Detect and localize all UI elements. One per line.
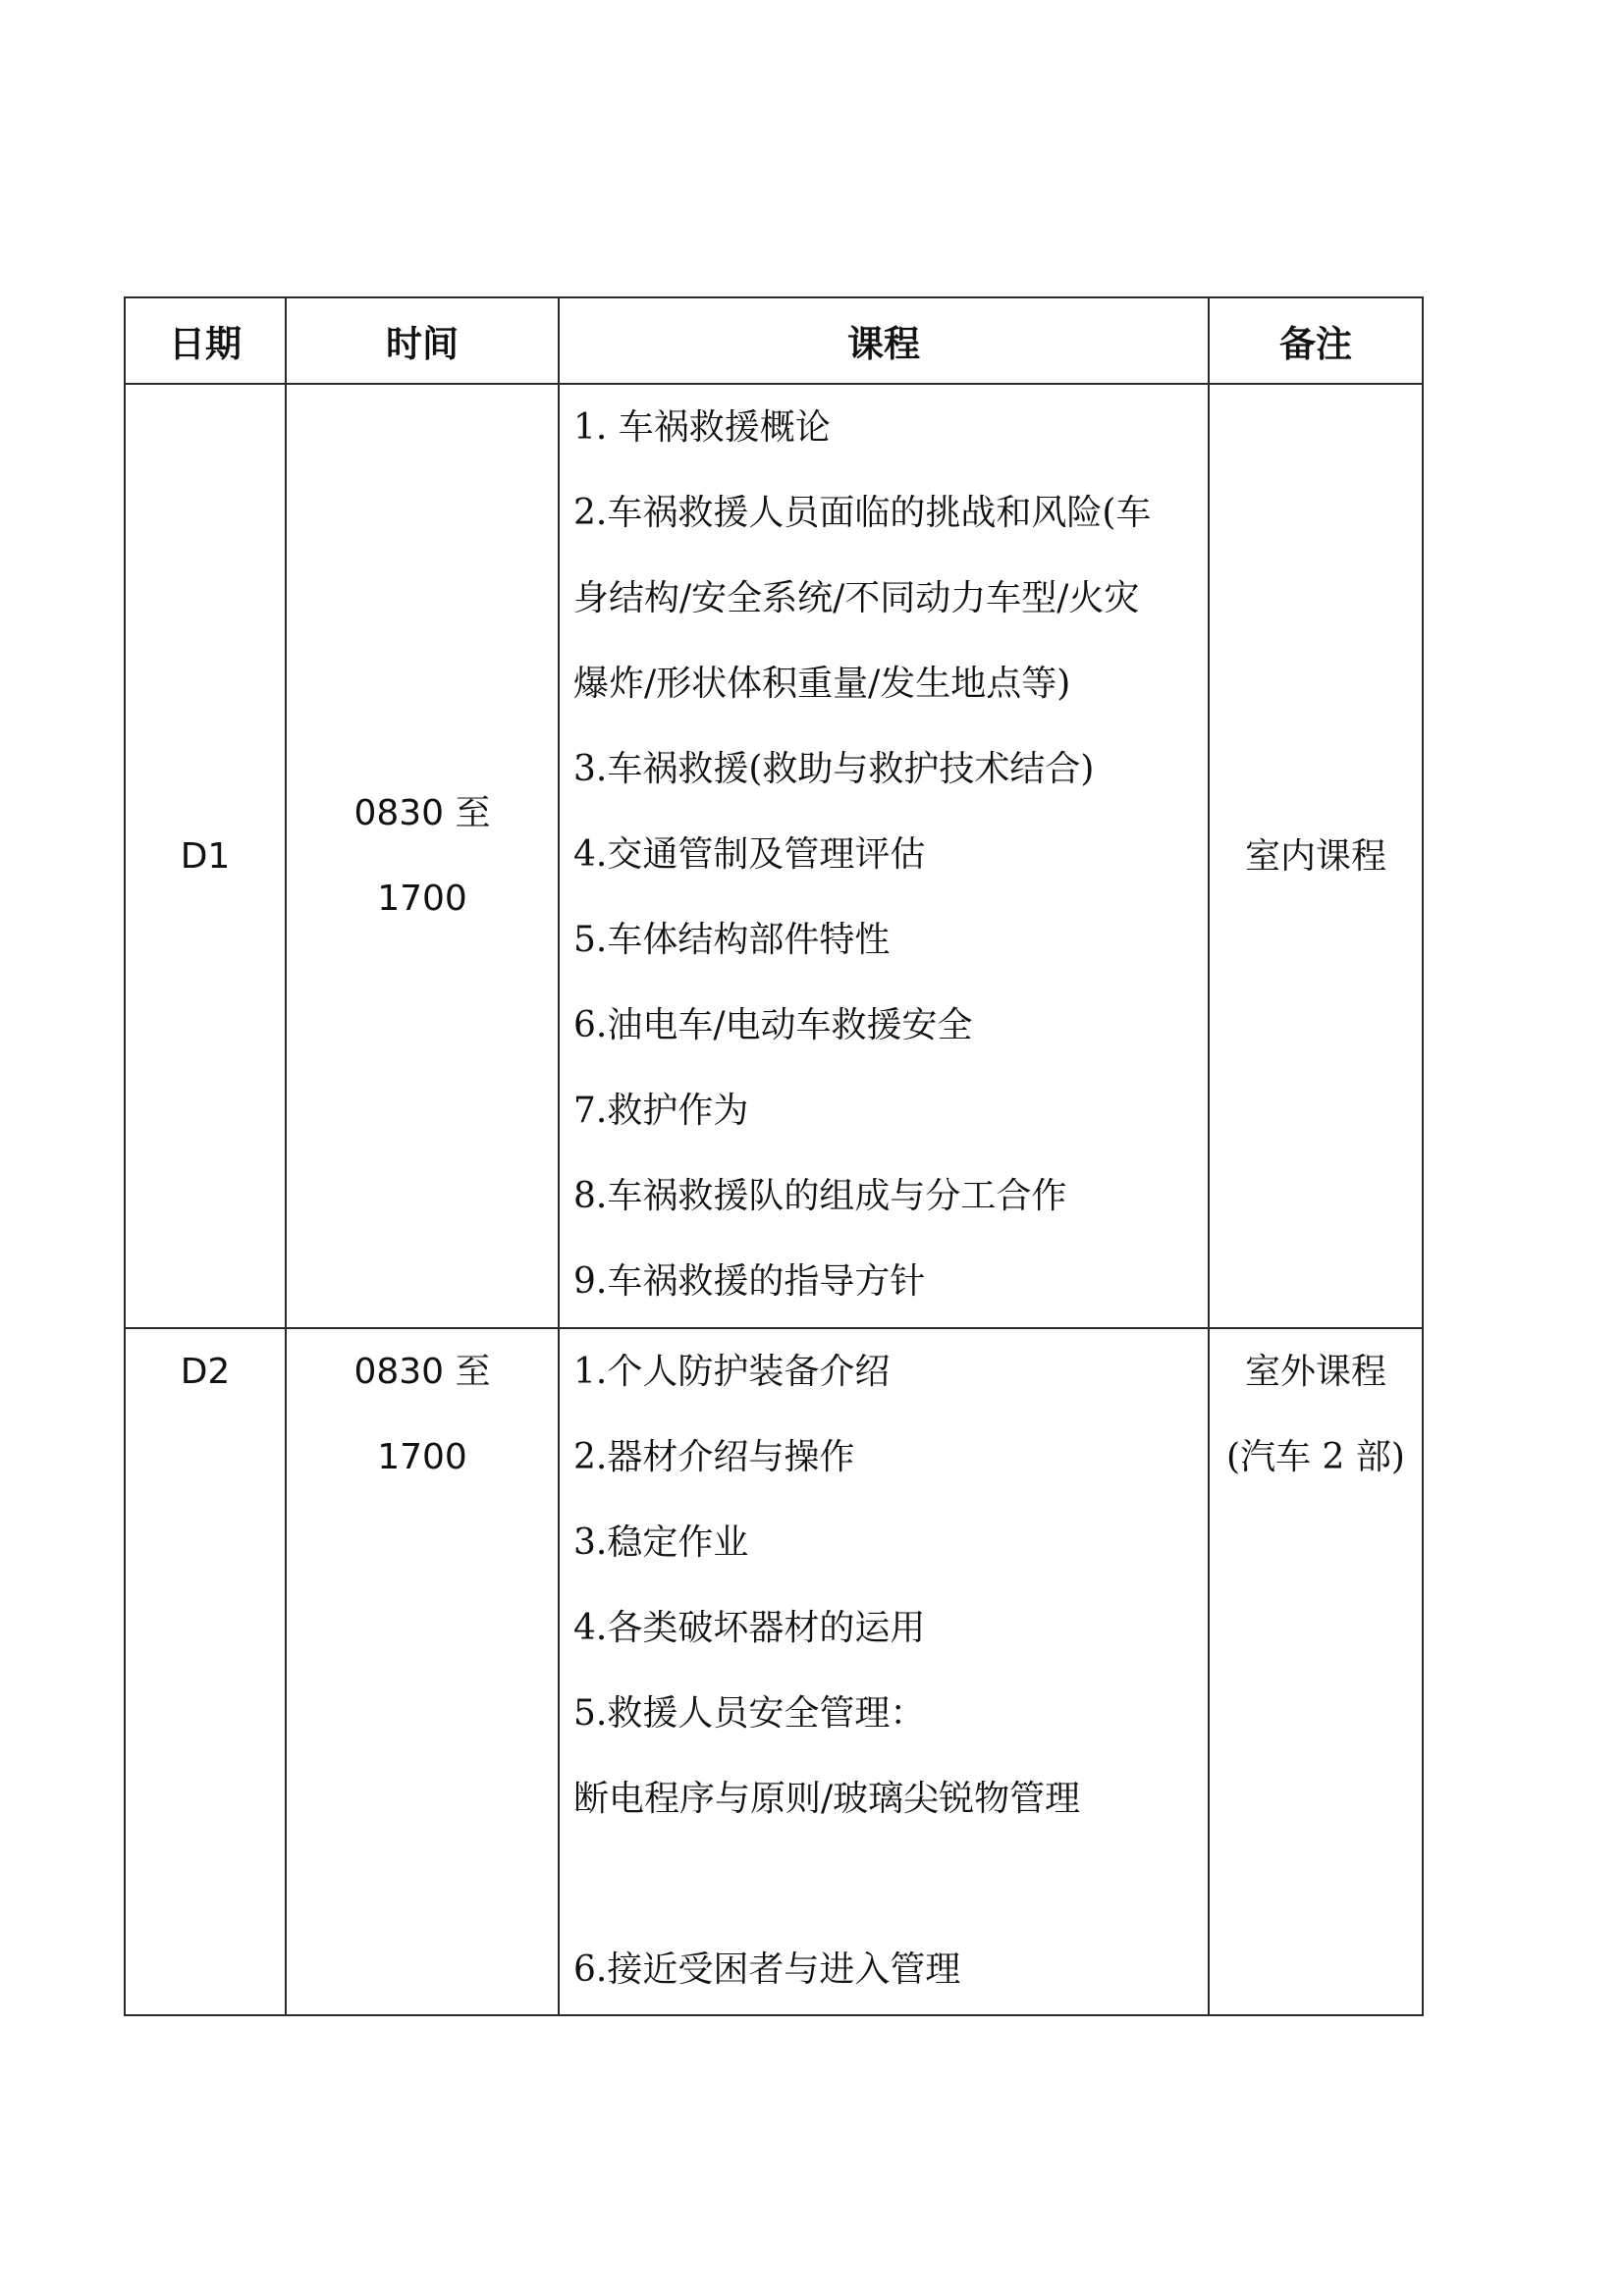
date-value: D1 — [180, 835, 231, 877]
note-line: 室外课程 — [1244, 1352, 1386, 1392]
course-cell — [559, 1328, 1209, 2015]
course-item: 2.器材介绍与操作 — [573, 1437, 855, 1477]
time-cell — [286, 1328, 559, 2015]
header-date: 日期 — [125, 297, 286, 384]
course-item: 9.车祸救援的指导方针 — [573, 1261, 926, 1302]
date-cell — [125, 384, 286, 1328]
time-cell — [286, 384, 559, 1328]
course-item: 8.车祸救援队的组成与分工合作 — [573, 1176, 1067, 1216]
time-start: 0830 至 — [353, 1352, 491, 1392]
course-item-blank — [573, 1842, 1208, 1927]
course-item: 1. 车祸救援概论 — [573, 407, 831, 448]
course-item: 7.救护作为 — [573, 1091, 749, 1131]
course-item: 2.车祸救援人员面临的挑战和风险(车 — [573, 493, 1152, 533]
course-item: 5.救援人员安全管理： — [573, 1693, 926, 1734]
course-list — [560, 1329, 1208, 2012]
note-line: 室内课程 — [1244, 835, 1386, 877]
course-item: 断电程序与原则/玻璃尖锐物管理 — [573, 1779, 1081, 1819]
table-row-d1 — [125, 384, 1423, 1328]
header-time: 时间 — [286, 297, 559, 384]
time-end: 1700 — [377, 1437, 467, 1477]
date-value: D2 — [180, 1352, 231, 1392]
note-line: (汽车 2 部) — [1226, 1437, 1405, 1477]
course-item: 6.油电车/电动车救援安全 — [573, 1005, 973, 1045]
course-item: 5.车体结构部件特性 — [573, 920, 891, 960]
course-item: 1.个人防护装备介绍 — [573, 1352, 891, 1392]
course-item: 身结构/安全系统/不同动力车型/火灾 — [573, 578, 1140, 618]
table-row-d2 — [125, 1328, 1423, 2015]
header-note: 备注 — [1209, 297, 1423, 384]
course-schedule-table — [124, 296, 1424, 2016]
course-list — [560, 385, 1208, 1324]
header-course: 课程 — [559, 297, 1209, 384]
header-row — [125, 297, 1423, 384]
course-item: 6.接近受困者与进入管理 — [573, 1949, 961, 1990]
course-item: 爆炸/形状体积重量/发生地点等) — [573, 664, 1071, 704]
course-item: 3.稳定作业 — [573, 1522, 749, 1563]
course-item: 3.车祸救援(救助与救护技术结合) — [573, 749, 1095, 789]
course-item: 4.交通管制及管理评估 — [573, 834, 926, 875]
note-cell — [1209, 1328, 1423, 2015]
note-cell — [1209, 384, 1423, 1328]
time-start: 0830 至 — [353, 793, 491, 833]
time-end: 1700 — [377, 879, 467, 919]
course-item: 4.各类破坏器材的运用 — [573, 1608, 926, 1648]
course-cell — [559, 384, 1209, 1328]
date-cell — [125, 1328, 286, 2015]
